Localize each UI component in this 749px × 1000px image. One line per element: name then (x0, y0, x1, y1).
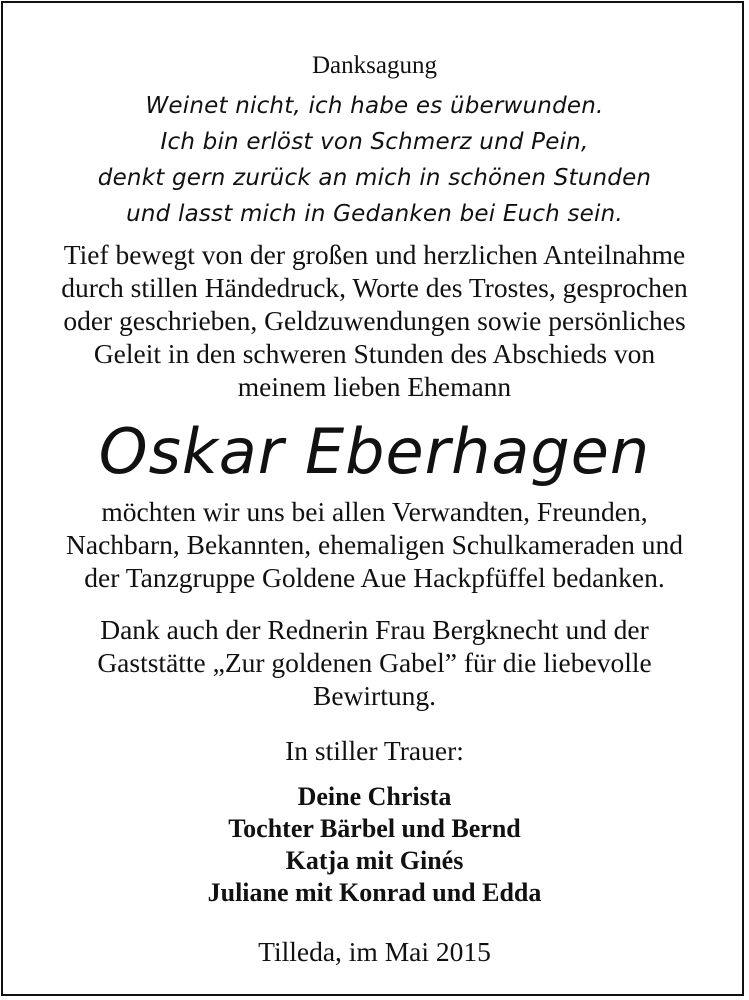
place-date: Tilleda, im Mai 2015 (258, 936, 491, 967)
poem-line: Weinet nicht, ich habe es überwunden. (145, 93, 604, 119)
poem-line: und lasst mich in Gedanken bei Euch sein. (126, 201, 623, 227)
signer: Deine Christa (297, 782, 452, 811)
text-line: Gaststätte „Zur goldenen Gabel” für die liebevolle (97, 647, 652, 678)
signer: Katja mit Ginés (285, 846, 464, 875)
thanks-paragraph (0, 495, 749, 594)
thanks-extra-paragraph (0, 613, 749, 712)
poem-line: denkt gern zurück an mich in schönen Stunden (97, 165, 652, 191)
text-line: möchten wir uns bei allen Verwandten, Freunden, (101, 496, 648, 527)
text-line: Bewirtung. (313, 680, 436, 711)
signer: Juliane mit Konrad und Edda (207, 878, 542, 907)
text-line: durch stillen Händedruck, Worte des Trostes, gesprochen (61, 272, 688, 303)
intro-paragraph (0, 238, 749, 403)
text-line: Dank auch der Rednerin Frau Bergknecht und der (100, 614, 649, 645)
signer: Tochter Bärbel und Bernd (228, 814, 521, 843)
signers-list (0, 781, 749, 909)
notice-heading: Danksagung (312, 52, 437, 79)
text-line: Nachbarn, Bekannten, ehemaligen Schulkameraden und (66, 529, 683, 560)
text-line: Tief bewegt von der großen und herzlichen Anteilnahme (63, 239, 686, 270)
text-line: der Tanzgruppe Goldene Aue Hackpfüffel bedanken. (84, 562, 665, 593)
poem-line: Ich bin erlöst von Schmerz und Pein, (160, 129, 589, 155)
text-line: Geleit in den schweren Stunden des Abschieds von (93, 338, 656, 369)
text-line: oder geschrieben, Geldzuwendungen sowie persönliches (63, 305, 686, 336)
mourning-label: In stiller Trauer: (285, 735, 464, 766)
poem (0, 88, 749, 232)
text-line: meinem lieben Ehemann (237, 371, 512, 402)
deceased-name: Oskar Eberhagen (98, 415, 651, 488)
